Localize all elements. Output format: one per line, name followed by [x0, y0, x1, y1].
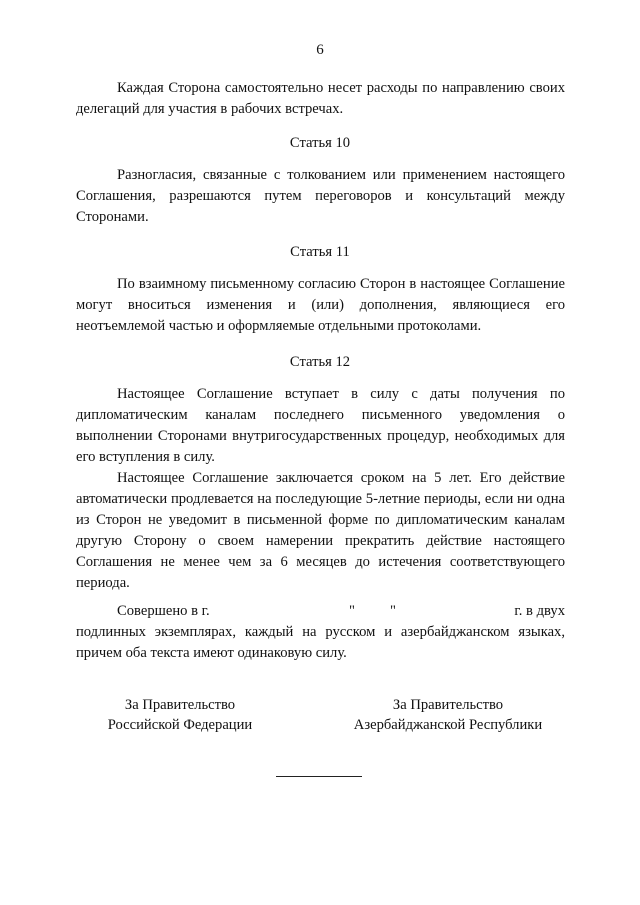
signed-at-continuation: подлинных экземплярах, каждый на русском и азербайджанском языках, причем оба текста имеют одинаковую силу.: [76, 624, 565, 661]
signed-year-copies: г. в двух: [514, 603, 565, 619]
paragraph-text: Каждая Сторона самостоятельно несет расходы по направлению своих делегаций для участия в рабочих встречах.: [76, 80, 565, 117]
paragraph-text: По взаимному письменному согласию Сторон в настоящее Соглашение могут вноситься изменения и (или) дополнения, являющиеся его неотъемлемой частью и оформляемые отдельными протоколами.: [76, 276, 565, 334]
signed-at-lead: Совершено в г.: [117, 603, 210, 619]
article-12-body: [76, 384, 565, 594]
paragraph-delegation-expenses: [76, 78, 565, 120]
article-12-heading: Статья 12: [289, 354, 351, 370]
article-10-heading: Статья 10: [289, 135, 351, 151]
signature-line-1: За Правительство: [124, 697, 236, 713]
page-number: 6: [316, 42, 324, 58]
signature-line-1: За Правительство: [392, 697, 504, 713]
article-11-heading: Статья 11: [290, 244, 350, 260]
article-11-body: [76, 274, 565, 337]
date-quote-close: ": [390, 603, 396, 619]
signed-at-line: [117, 601, 565, 622]
paragraph-text: Разногласия, связанные с толкованием или применением настоящего Соглашения, разрешаются путем переговоров и консультаций между Сторонами.: [76, 167, 565, 225]
article-10-body: [76, 165, 565, 228]
signature-line-2: Российской Федерации: [107, 717, 253, 733]
end-of-document-rule: [276, 776, 362, 777]
paragraph-entry-into-force: Настоящее Соглашение вступает в силу с даты получения по дипломатическим каналам последнего письменного уведомления о выполнении Сторонами внутригосударственных процедур, необходимых для его вступления в силу.: [76, 386, 565, 465]
paragraph-duration: Настоящее Соглашение заключается сроком на 5 лет. Его действие автоматически продлевается на последующие 5-летние периоды, если ни одна из Сторон не уведомит в письменной форме по дипломатическим каналам другую Сторону о своем намерении прекратить действие настоящего Соглашения не менее чем за 6 месяцев до истечения соответствующего периода.: [76, 470, 565, 591]
date-quote-open: ": [349, 603, 355, 619]
signature-block-azerbaijan: [338, 695, 558, 735]
signature-line-2: Азербайджанской Республики: [353, 717, 543, 733]
signature-block-russia: [95, 695, 265, 735]
